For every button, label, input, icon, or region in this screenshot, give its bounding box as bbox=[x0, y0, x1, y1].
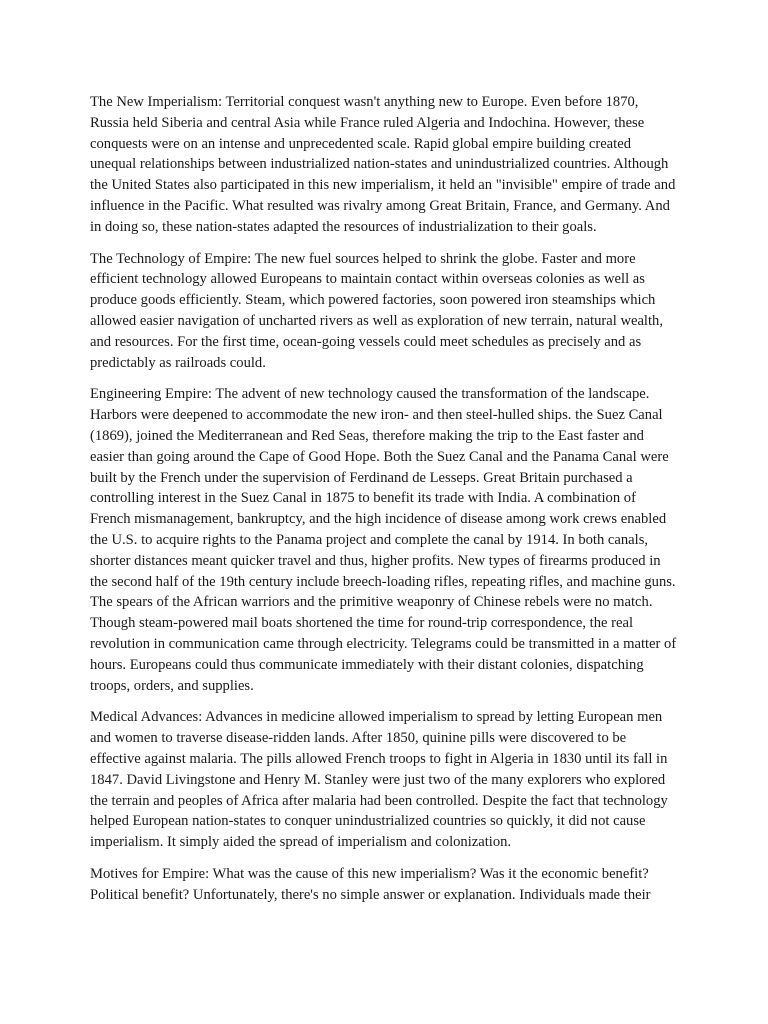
paragraph-engineering-empire: Engineering Empire: The advent of new technology caused the transformation of the landscape. Harbors were deepened to accommodate the new iron- and then steel-hulled ships. the Suez Canal (1869), joined the Mediterranean and Red Seas, therefore making the trip to the East faster and easier than going around the Cape of Good Hope. Both the Suez Canal and the Panama Canal were built by the French under the supervision of Ferdinand de Lesseps. Great Britain purchased a controlling interest in the Suez Canal in 1875 to benefit its trade with India. A combination of French mismanagement, bankruptcy, and the high incidence of disease among work crews enabled the U.S. to acquire rights to the Panama project and complete the canal by 1914. In both canals, shorter distances meant quicker travel and thus, higher profits. New types of firearms produced in the second half of the 19th century include breech-loading rifles, repeating rifles, and machine guns. The spears of the African warriors and the primitive weaponry of Chinese rebels were no match. Though steam-powered mail boats shortened the time for round-trip correspondence, the real revolution in communication came through electricity. Telegrams could be transmitted in a matter of hours. Europeans could thus communicate immediately with their distant colonies, dispatching troops, orders, and supplies. bbox=[90, 386, 677, 694]
paragraph-medical-advances: Medical Advances: Advances in medicine allowed imperialism to spread by letting European men and women to traverse disease-ridden lands. After 1850, quinine pills were discovered to be effective against malaria. The pills allowed French troops to fight in Algeria in 1830 until its fall in 1847. David Livingstone and Henry M. Stanley were just two of the many explorers who explored the terrain and peoples of Africa after malaria had been controlled. Despite the fact that technology helped European nation-states to conquer unindustrialized countries so quickly, it did not cause imperialism. It simply aided the spread of imperialism and colonization. bbox=[90, 709, 668, 851]
paragraph-motives-for-empire: Motives for Empire: What was the cause of this new imperialism? Was it the economic benefit? Political benefit? Unfortunately, there's no simple answer or explanation. Individuals made their bbox=[90, 865, 651, 903]
paragraph-new-imperialism: The New Imperialism: Territorial conquest wasn't anything new to Europe. Even before 1870, Russia held Siberia and central Asia while France ruled Algeria and Indochina. However, these conquests were on an intense and unprecedented scale. Rapid global empire building created unequal relationships between industrialized nation-states and unindustrialized countries. Although the United States also participated in this new imperialism, it held an "invisible" empire of trade and influence in the Pacific. What resulted was rivalry among Great Britain, France, and Germany. And in doing so, these nation-states adapted the resources of industrialization to their goals. bbox=[90, 94, 676, 235]
document-body bbox=[90, 92, 680, 916]
paragraph-technology-of-empire: The Technology of Empire: The new fuel sources helped to shrink the globe. Faster and more efficient technology allowed Europeans to maintain contact within overseas colonies as well as produce goods efficiently. Steam, which powered factories, soon powered iron steamships which allowed easier navigation of uncharted rivers as well as exploration of new terrain, natural wealth, and resources. For the first time, ocean-going vessels could meet schedules as precisely and as predictably as railroads could. bbox=[90, 250, 663, 371]
